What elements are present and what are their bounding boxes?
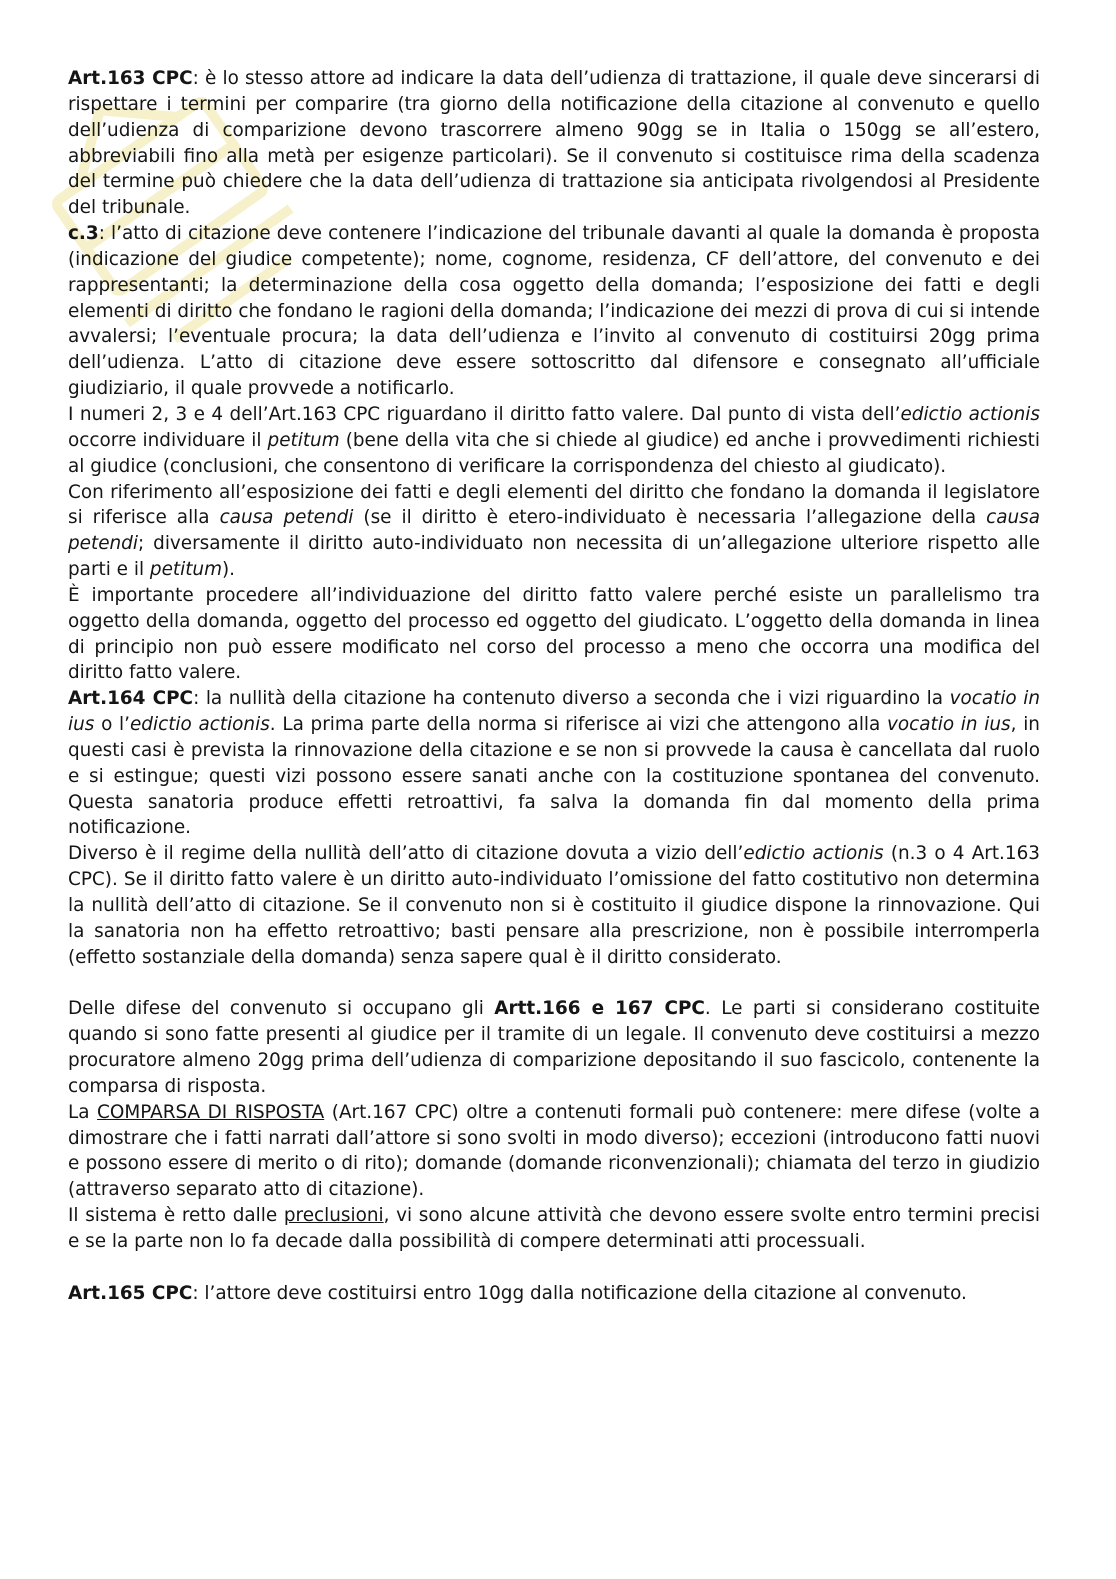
underlined-text: preclusioni	[283, 1205, 384, 1227]
text-run: Il sistema è retto dalle	[68, 1205, 284, 1227]
paragraph	[68, 480, 1040, 583]
text-run: . La prima parte della norma si riferisce ai vizi che attengono alla	[269, 714, 888, 736]
italic-text: edictio actionis	[743, 843, 884, 865]
text-run: : l’attore deve costituirsi entro 10gg dalla notificazione della citazione al convenuto.	[192, 1282, 967, 1304]
paragraph	[68, 686, 1040, 841]
text-run: , in questi casi è prevista la rinnovazione della citazione e se non si provvede la causa è cancellata dal ruolo e si estingue; questi vizi possono essere sanati anche con la costituzione spontanea del convenuto. Questa sanatoria produce effetti retroattivi, fa salva la domanda fin dal momento della prima notificazione.	[68, 714, 1040, 839]
bold-text: Art.163 CPC	[68, 68, 193, 89]
italic-text: vocatio in ius	[68, 688, 1041, 736]
paragraph	[68, 66, 1040, 221]
text-run: Delle difese del convenuto si occupano gli	[68, 998, 495, 1020]
italic-text: causa petendi	[68, 507, 1041, 555]
paragraph	[68, 1203, 1040, 1255]
text-run: (se il diritto è etero-individuato è necessaria l’allegazione della	[353, 507, 987, 529]
underlined-text: COMPARSA DI RISPOSTA	[97, 1101, 325, 1123]
text-run: : la nullità della citazione ha contenuto diverso a seconda che i vizi riguardino la	[193, 688, 950, 710]
italic-text: vocatio in ius	[887, 714, 1011, 736]
paragraph	[68, 996, 1040, 1099]
text-run: ; diversamente il diritto auto-individuato non necessita di un’allegazione ulteriore rispetto alle parti e il	[68, 533, 1040, 581]
bold-text: Art.165 CPC	[68, 1282, 193, 1304]
italic-text: edictio actionis	[129, 714, 270, 736]
text-run: (Art.167 CPC) oltre a contenuti formali può contenere: mere difese (volte a dimostrare che i fatti narrati dall’attore si sono svolti in modo diverso); eccezioni (introducono fatti nuovi e possono essere di merito o di rito); domande (domande riconvenzionali); chiamata del terzo in giudizio (attraverso separato atto di citazione).	[68, 1101, 1040, 1201]
paragraph	[68, 221, 1040, 402]
text-run: o l’	[94, 714, 130, 736]
bold-text: c.3	[68, 223, 99, 245]
paragraph	[68, 583, 1040, 686]
text-run: Con riferimento all’esposizione dei fatti e degli elementi del diritto che fondano la domanda il legislatore si riferisce alla	[68, 481, 1040, 529]
text-run: (n.3 o 4 Art.163 CPC). Se il diritto fatto valere è un diritto auto-individuato l’omissione del fatto costitutivo non determina la nullità dell’atto di citazione. Se il convenuto non si è costituito il giudice dispone la rinnovazione. Qui la sanatoria non ha effetto retroattivo; basti pensare alla prescrizione, non è possibile interromperla (effetto sostanziale della domanda) senza sapere qual è il diritto considerato.	[68, 843, 1040, 968]
text-run: : è lo stesso attore ad indicare la data dell’udienza di trattazione, il quale deve sincerarsi di rispettare i termini per comparire (tra giorno della notificazione della citazione al convenuto e quello dell’udienza di comparizione devono trascorrere almeno 90gg se in Italia o 150gg se all’estero, abbreviabili fino alla metà per esigenze particolari). Se il convenuto si costituisce rima della scadenza del termine può chiedere che la data dell’udienza di trattazione sia anticipata rivolgendosi al Presidente del tribunale.	[68, 68, 1041, 219]
paragraph	[68, 1281, 1040, 1307]
document-body	[68, 66, 1040, 1307]
italic-text: petitum	[149, 559, 222, 581]
text-run: , vi sono alcune attività che devono essere svolte entro termini precisi e se la parte non lo fa decade dalla possibilità di compere determinati atti processuali.	[68, 1205, 1041, 1252]
italic-text: petitum	[267, 429, 340, 451]
text-run: È importante procedere all’individuazione del diritto fatto valere perché esiste un parallelismo tra oggetto della domanda, oggetto del processo ed oggetto del giudicato. L’oggetto della domanda in linea di principio non può essere modificato nel corso del processo a meno che occorra una modifica del diritto fatto valere.	[68, 584, 1040, 684]
text-run: Diverso è il regime della nullità dell’atto di citazione dovuta a vizio dell’	[68, 843, 744, 865]
bold-text: Art.164 CPC	[68, 688, 194, 710]
text-run: occorre individuare il	[68, 429, 268, 451]
paragraph	[68, 402, 1040, 480]
text-run: La	[68, 1101, 98, 1123]
text-run: ).	[222, 559, 236, 581]
bold-text: Artt.166 e 167 CPC	[494, 998, 705, 1020]
italic-text: edictio actionis	[900, 403, 1040, 425]
text-run: . Le parti si considerano costituite quando si sono fatte presenti al giudice per il tramite di un legale. Il convenuto deve costituirsi a mezzo procuratore almeno 20gg prima dell’udienza di comparizione depositando il suo fascicolo, contenente la comparsa di risposta.	[68, 998, 1040, 1097]
italic-text: causa petendi	[219, 507, 354, 529]
text-run: I numeri 2, 3 e 4 dell’Art.163 CPC riguardano il diritto fatto valere. Dal punto di vista dell’	[68, 403, 901, 425]
text-run: : l’atto di citazione deve contenere l’indicazione del tribunale davanti al quale la domanda è proposta (indicazione del giudice competente); nome, cognome, residenza, CF dell’attore, del convenuto e dei rappresentanti; la determinazione della cosa oggetto della domanda; l’esposizione dei fatti e degli elementi di diritto che fondano le ragioni della domanda; l’indicazione dei mezzi di prova di cui si intende avvalersi; l’eventuale procura; la data dell’udienza e l’invito al convenuto di costituirsi 20gg prima dell’udienza. L’atto di citazione deve essere sottoscritto dal difensore e consegnato all’ufficiale giudiziario, il quale provvede a notificarlo.	[68, 223, 1040, 400]
paragraph	[68, 1100, 1040, 1203]
text-run: (bene della vita che si chiede al giudice) ed anche i provvedimenti richiesti al giudice (conclusioni, che consentono di verificare la corrispondenza del chiesto al giudicato).	[68, 429, 1040, 477]
paragraph	[68, 841, 1040, 970]
